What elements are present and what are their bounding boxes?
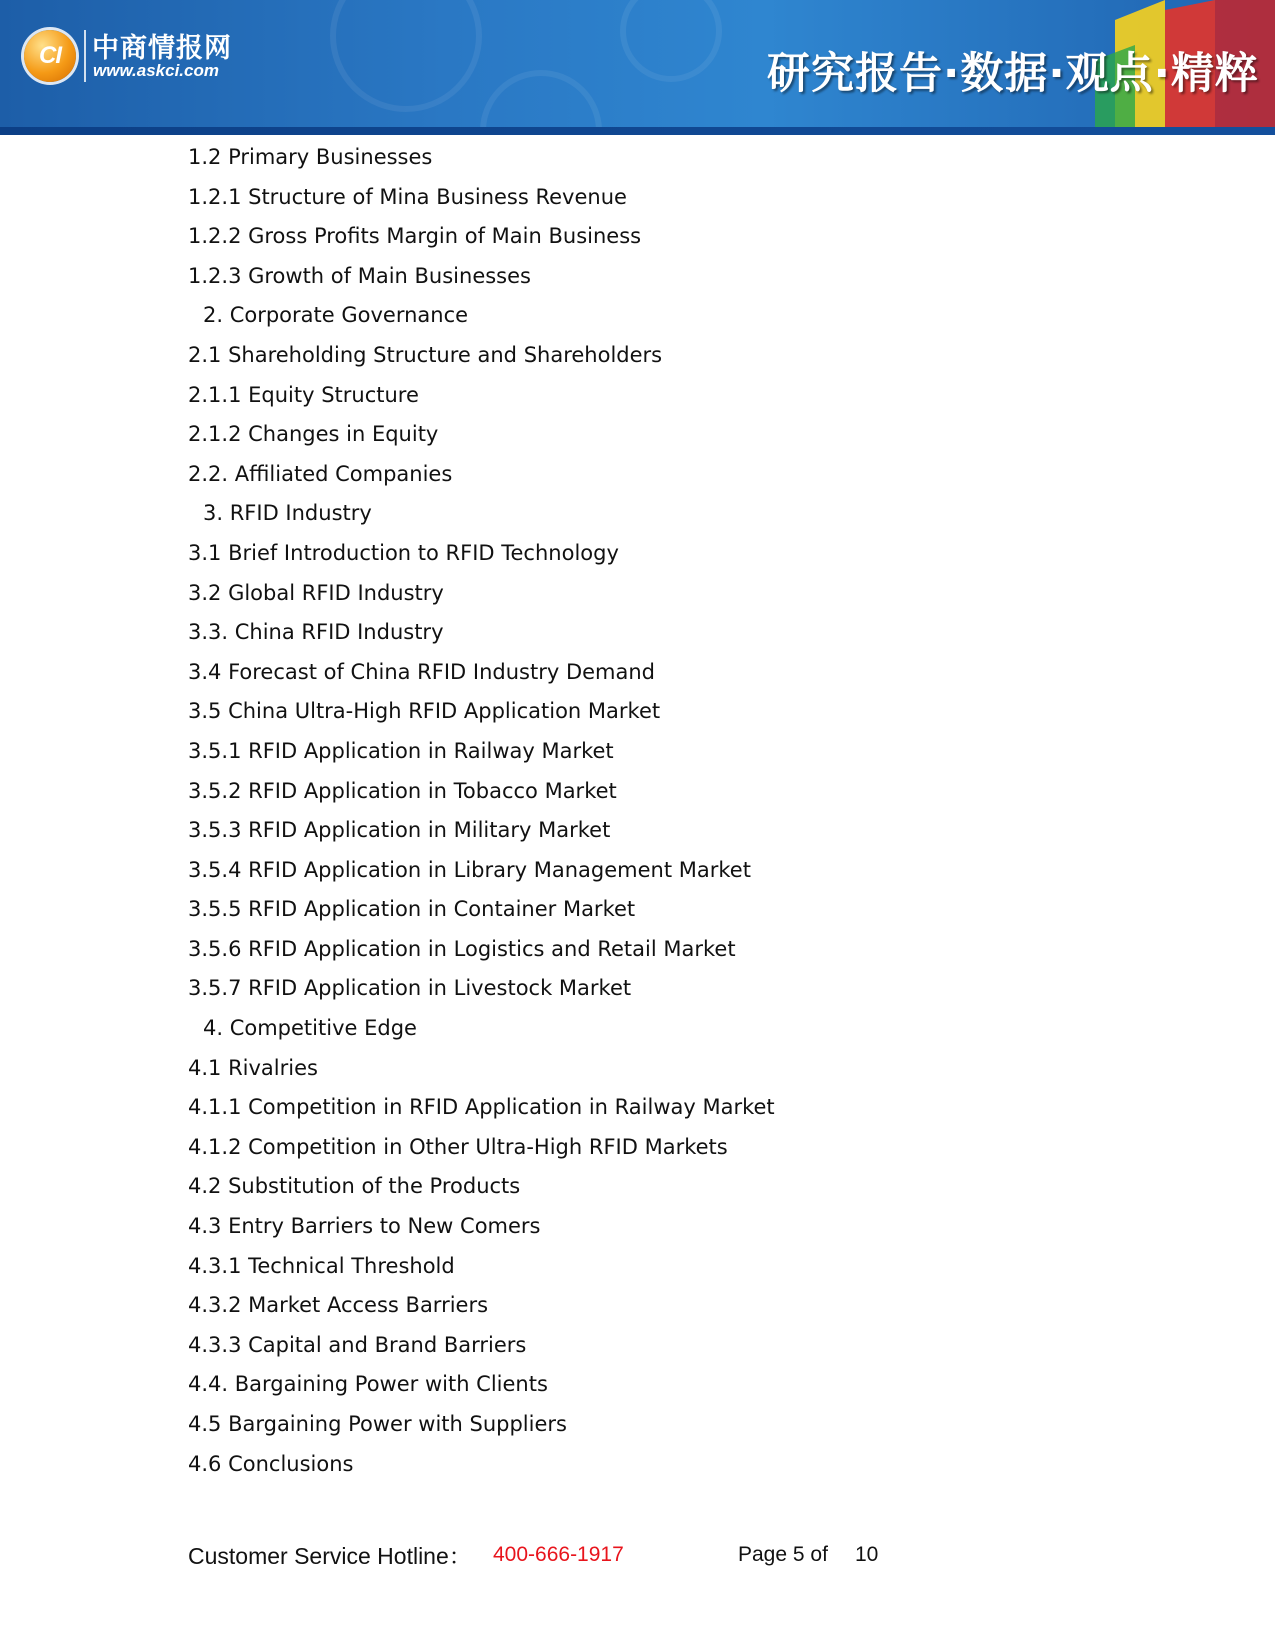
toc-entry: 4.2 Substitution of the Products <box>188 1174 521 1199</box>
toc-entry: 1.2.1 Structure of Mina Business Revenue <box>188 184 627 209</box>
toc-entry: 2.1 Shareholding Structure and Shareholders <box>188 342 663 367</box>
toc-entry: 3. RFID Industry <box>203 501 372 526</box>
hotline-label: Customer Service Hotline： <box>188 1543 472 1569</box>
toc-entry: 4.1.1 Competition in RFID Application in Railway Market <box>188 1095 775 1120</box>
logo-mark-text: CI <box>39 42 61 69</box>
toc-entry: 1.2.3 Growth of Main Businesses <box>188 263 531 288</box>
toc-entry: 3.5.5 RFID Application in Container Market <box>188 897 636 922</box>
toc-entry: 4. Competitive Edge <box>203 1016 417 1041</box>
logo-divider <box>84 30 86 82</box>
toc-entry: 3.2 Global RFID Industry <box>188 580 444 605</box>
toc-entry: 4.4. Bargaining Power with Clients <box>188 1372 548 1397</box>
toc-entry: 4.3.2 Market Access Barriers <box>188 1293 489 1318</box>
hotline-number: 400-666-1917 <box>493 1543 624 1566</box>
toc-entry: 4.1.2 Competition in Other Ultra-High RFID Markets <box>188 1134 728 1159</box>
toc-entry: 4.3.3 Capital and Brand Barriers <box>188 1332 527 1357</box>
toc-entry: 3.4 Forecast of China RFID Industry Demand <box>188 659 656 684</box>
toc-entry: 4.6 Conclusions <box>188 1451 354 1476</box>
toc-entry: 3.5.3 RFID Application in Military Market <box>188 818 611 843</box>
toc-entry: 3.5.7 RFID Application in Livestock Market <box>188 976 632 1001</box>
page-label: Page 5 of <box>738 1543 828 1566</box>
toc-entry: 2. Corporate Governance <box>203 303 469 328</box>
toc-entry: 3.5.4 RFID Application in Library Management Market <box>188 857 751 882</box>
header-tagline: 研究报告·数据·观点·精粹 <box>766 49 1259 99</box>
toc-entry: 4.3.1 Technical Threshold <box>188 1253 455 1278</box>
toc-entry: 2.1.2 Changes in Equity <box>188 422 439 447</box>
toc-entry: 4.5 Bargaining Power with Suppliers <box>188 1412 567 1436</box>
toc-entry: 3.5.2 RFID Application in Tobacco Market <box>188 778 617 803</box>
logo-url: www.askci.com <box>93 61 219 80</box>
header-banner <box>0 0 1275 135</box>
table-of-contents <box>188 142 775 1488</box>
toc-entry: 4.1 Rivalries <box>188 1055 318 1080</box>
decorative-circle <box>330 0 482 112</box>
toc-entry: 3.3. China RFID Industry <box>188 620 444 645</box>
decorative-circle <box>620 0 722 82</box>
toc-entry: 3.5 China Ultra-High RFID Application Market <box>188 699 661 724</box>
toc-entry: 4.3 Entry Barriers to New Comers <box>188 1214 541 1239</box>
logo-icon <box>24 30 76 82</box>
toc-entry: 1.2 Primary Businesses <box>188 145 433 169</box>
decorative-circle <box>480 70 602 135</box>
logo-name: 中商情报网 <box>92 33 232 64</box>
toc-entry: 3.1 Brief Introduction to RFID Technology <box>188 540 619 565</box>
toc-entry: 3.5.1 RFID Application in Railway Market <box>188 738 614 763</box>
toc-entry: 2.2. Affiliated Companies <box>188 461 453 486</box>
toc-entry: 1.2.2 Gross Profits Margin of Main Business <box>188 224 642 249</box>
toc-entry: 2.1.1 Equity Structure <box>188 382 419 407</box>
toc-entry: 3.5.6 RFID Application in Logistics and Retail Market <box>188 936 736 961</box>
page-total: 10 <box>855 1543 879 1566</box>
banner-bottom-stripe <box>0 127 1275 135</box>
